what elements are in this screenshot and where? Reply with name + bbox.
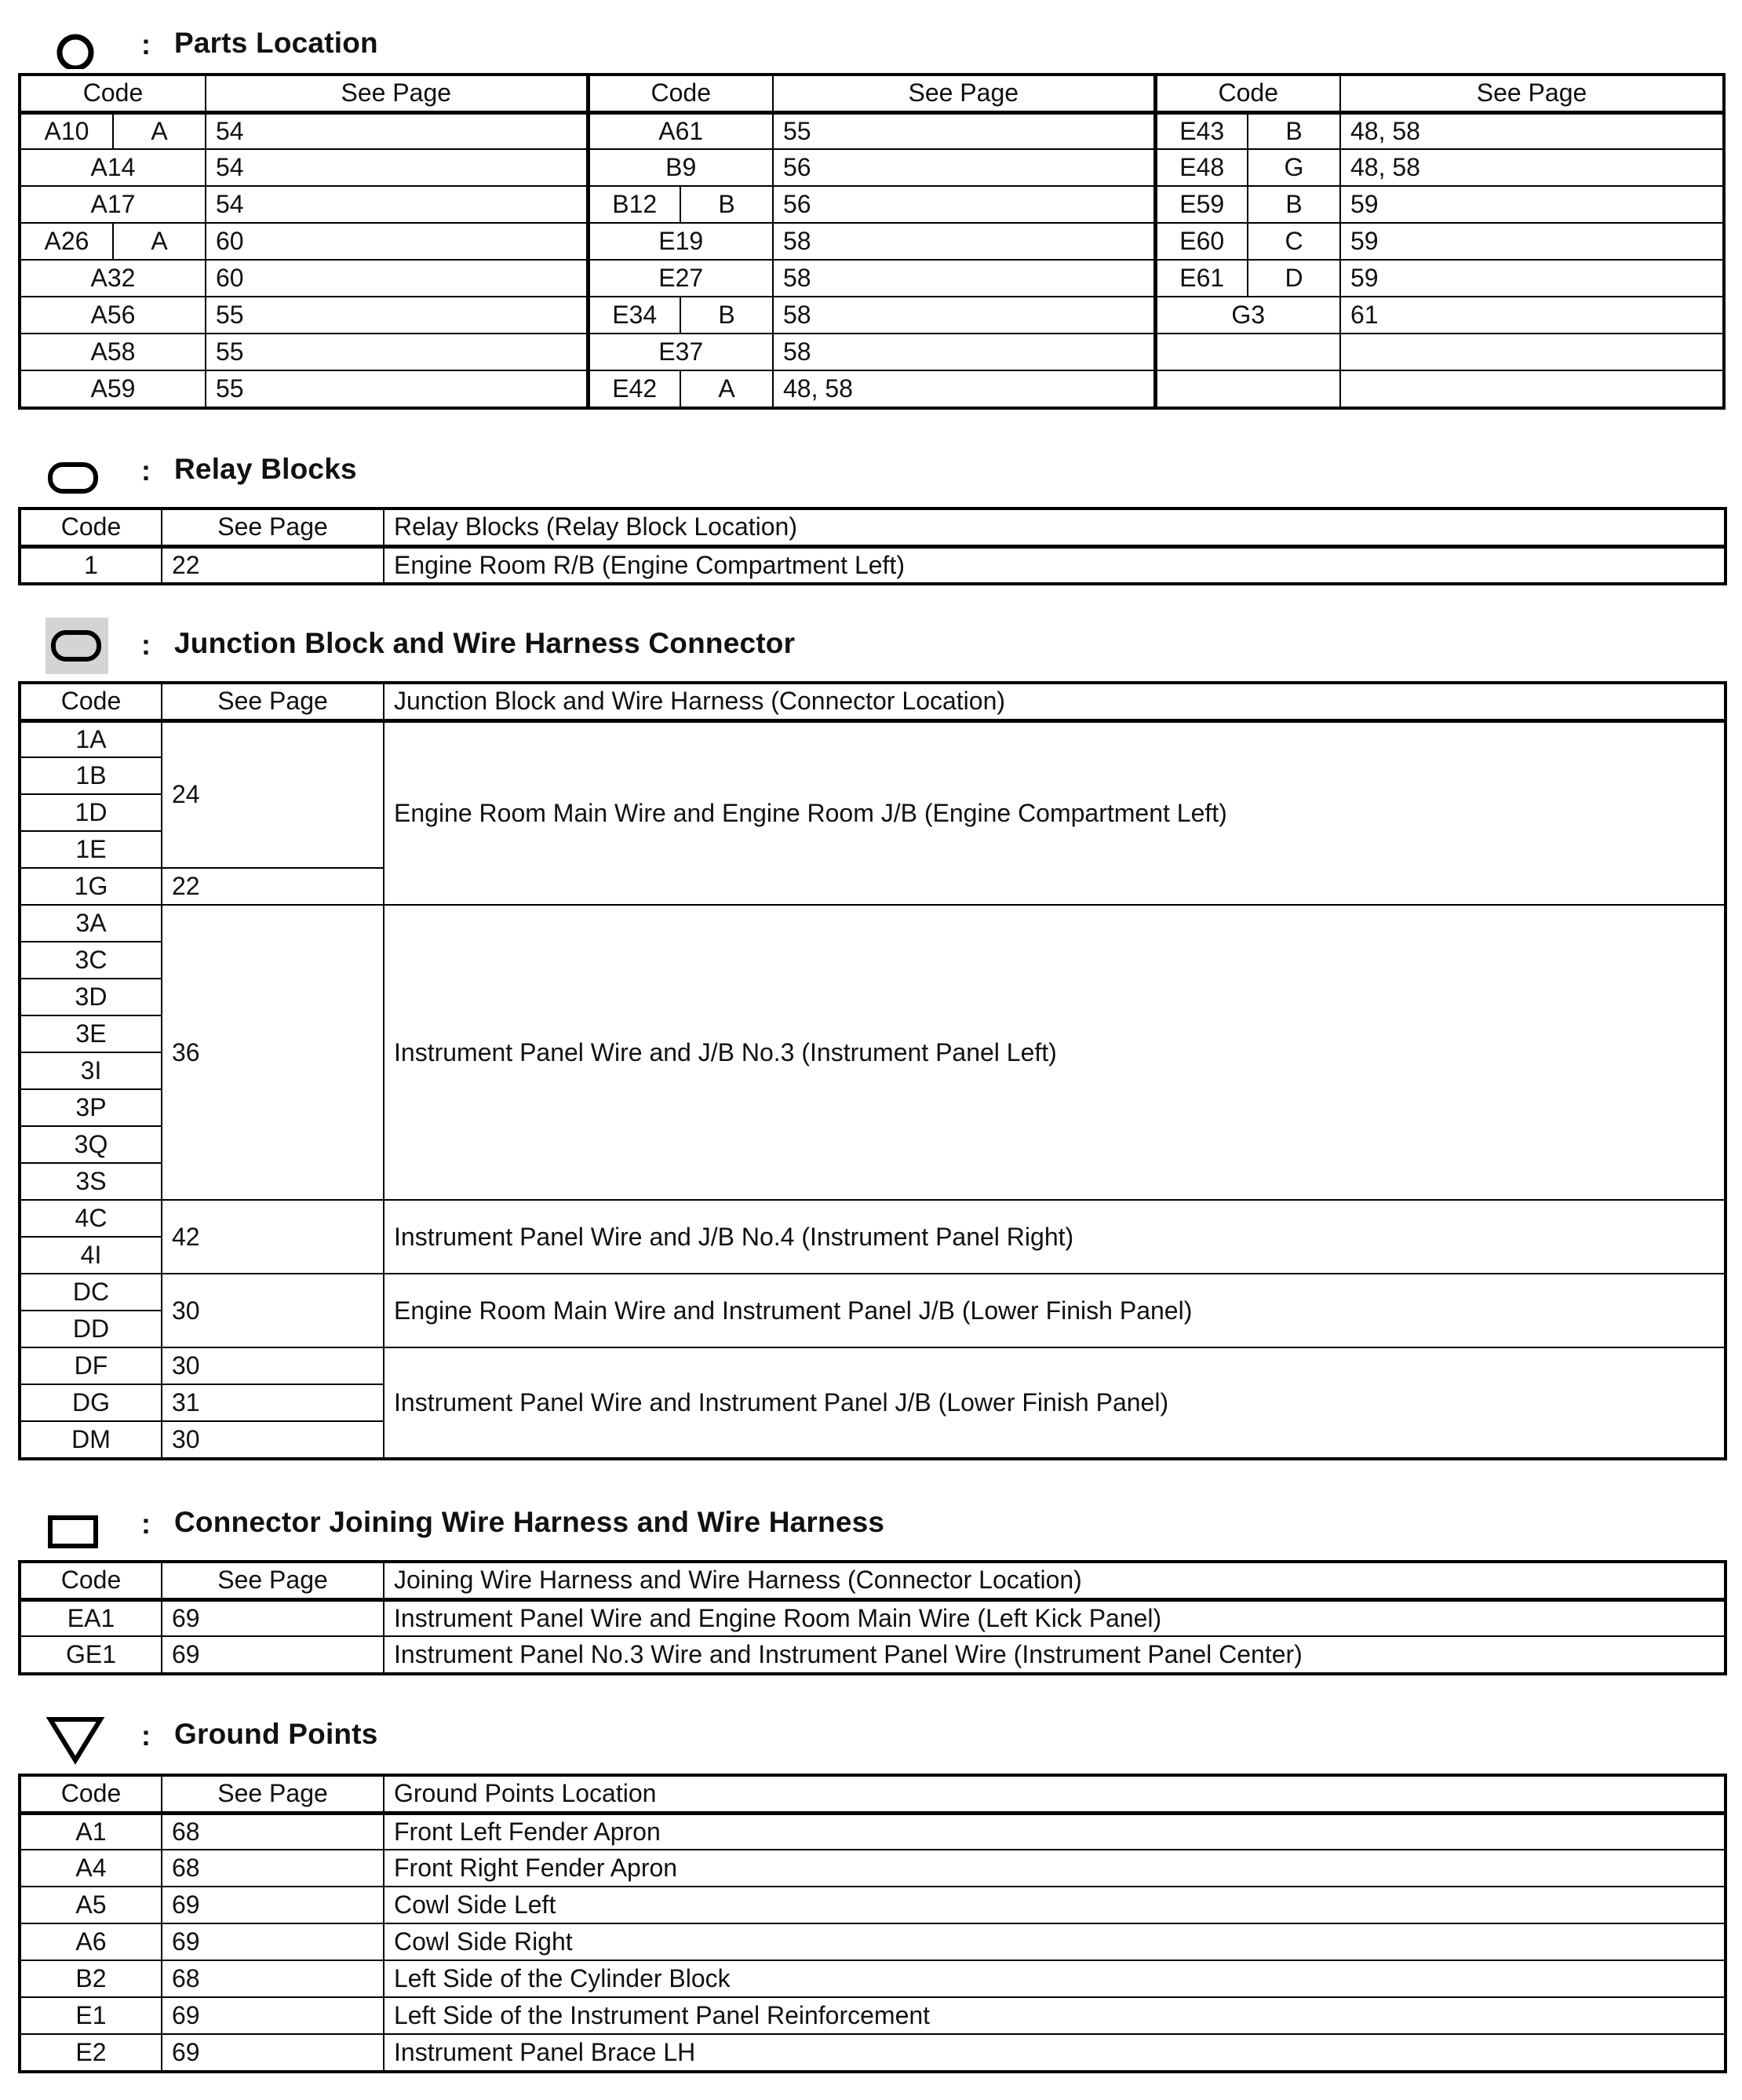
code-suffix-cell: B: [680, 186, 773, 223]
code-header: Code: [20, 684, 162, 720]
description-cell: Instrument Panel Brace LH: [384, 2034, 1725, 2071]
see-page-cell: 68: [162, 1813, 384, 1850]
see-page-cell: 58: [773, 297, 1155, 334]
table-header-row: [20, 1776, 1725, 1813]
table-row: [20, 546, 1725, 583]
see-page-cell: 42: [162, 1200, 384, 1274]
description-cell: Instrument Panel Wire and J/B No.4 (Instrument Panel Right): [384, 1200, 1725, 1274]
code-cell: E59: [1155, 186, 1248, 223]
square-icon: [46, 1504, 108, 1548]
table-row: [20, 1347, 1725, 1384]
section-title: Ground Points: [174, 1718, 378, 1750]
parts-location-table: [20, 75, 1724, 408]
heading-colon: :: [141, 629, 151, 661]
see-page-cell: 55: [206, 297, 588, 334]
code-cell: A59: [20, 370, 206, 407]
code-cell: GE1: [20, 1636, 162, 1673]
code-suffix-cell: A: [113, 223, 206, 260]
see-page-cell: 22: [162, 868, 384, 905]
see-page-cell: 59: [1340, 223, 1723, 260]
see-page-cell: 48, 58: [1340, 149, 1723, 186]
code-cell: E34: [588, 297, 680, 334]
code-cell: E42: [588, 370, 680, 407]
see-page-cell: 69: [162, 1599, 384, 1636]
code-cell: E19: [588, 223, 773, 260]
description-cell: Engine Room Main Wire and Instrument Panel J/B (Lower Finish Panel): [384, 1274, 1725, 1347]
code-cell: 3D: [20, 979, 162, 1015]
see-page-cell: 31: [162, 1384, 384, 1421]
see-page-header: See Page: [206, 75, 588, 112]
code-cell: A14: [20, 149, 206, 186]
code-cell: A26: [20, 223, 113, 260]
description-cell: Front Left Fender Apron: [384, 1813, 1725, 1850]
see-page-cell: 60: [206, 260, 588, 297]
table-row: [20, 186, 1723, 223]
table-row: [20, 1813, 1725, 1850]
description-header: Relay Blocks (Relay Block Location): [384, 509, 1725, 546]
see-page-cell: 55: [773, 112, 1155, 149]
heading-colon: :: [141, 1508, 151, 1540]
see-page-cell: 58: [773, 223, 1155, 260]
junction-block-table: [20, 683, 1726, 1459]
parts-location-heading: [0, 17, 1726, 72]
code-cell: 3S: [20, 1163, 162, 1200]
see-page-cell: 68: [162, 1960, 384, 1997]
table-row: [20, 260, 1723, 297]
code-cell: A17: [20, 186, 206, 223]
see-page-cell: [1340, 370, 1723, 407]
table-header-row: [20, 1562, 1725, 1599]
code-header: Code: [20, 1776, 162, 1813]
connector-joining-heading: [0, 1497, 1726, 1551]
heading-colon: :: [141, 28, 151, 60]
code-suffix-cell: B: [680, 297, 773, 334]
code-cell: A5: [20, 1887, 162, 1923]
code-cell: 1B: [20, 757, 162, 794]
see-page-header: See Page: [1340, 75, 1723, 112]
circle-icon: [46, 25, 108, 69]
see-page-cell: 30: [162, 1274, 384, 1347]
see-page-cell: 59: [1340, 260, 1723, 297]
table-header-row: [20, 509, 1725, 546]
table-row: [20, 370, 1723, 407]
code-cell: G3: [1155, 297, 1340, 334]
code-suffix-cell: G: [1248, 149, 1340, 186]
see-page-cell: 58: [773, 334, 1155, 370]
code-cell: EA1: [20, 1599, 162, 1636]
code-cell: 3C: [20, 942, 162, 979]
code-cell: 3P: [20, 1089, 162, 1126]
see-page-cell: 58: [773, 260, 1155, 297]
heading-colon: :: [141, 1719, 151, 1752]
code-cell: 3Q: [20, 1126, 162, 1163]
code-suffix-cell: B: [1248, 112, 1340, 149]
see-page-header: See Page: [773, 75, 1155, 112]
section-title: Junction Block and Wire Harness Connector: [174, 627, 796, 659]
code-cell: E1: [20, 1997, 162, 2034]
table-row: [20, 2034, 1725, 2071]
description-cell: Front Right Fender Apron: [384, 1850, 1725, 1887]
table-row: [20, 1850, 1725, 1887]
code-suffix-cell: A: [680, 370, 773, 407]
see-page-cell: 55: [206, 334, 588, 370]
code-cell: DF: [20, 1347, 162, 1384]
table-row: [20, 720, 1725, 757]
see-page-cell: [1340, 334, 1723, 370]
code-header: Code: [1155, 75, 1340, 112]
connector-joining-table: [20, 1562, 1726, 1674]
description-header: Joining Wire Harness and Wire Harness (Connector Location): [384, 1562, 1725, 1599]
code-cell: 1D: [20, 794, 162, 831]
code-cell: [1155, 334, 1340, 370]
code-header: Code: [588, 75, 773, 112]
code-header: Code: [20, 75, 206, 112]
see-page-cell: 69: [162, 1636, 384, 1673]
see-page-cell: 61: [1340, 297, 1723, 334]
code-cell: 4C: [20, 1200, 162, 1237]
code-cell: 3A: [20, 905, 162, 942]
see-page-cell: 30: [162, 1347, 384, 1384]
table-row: [20, 149, 1723, 186]
see-page-cell: 69: [162, 1997, 384, 2034]
code-cell: DC: [20, 1274, 162, 1311]
see-page-cell: 54: [206, 149, 588, 186]
see-page-cell: 48, 58: [773, 370, 1155, 407]
see-page-cell: 30: [162, 1421, 384, 1458]
see-page-cell: 36: [162, 905, 384, 1200]
table-row: [20, 1200, 1725, 1237]
code-cell: E27: [588, 260, 773, 297]
see-page-header: See Page: [162, 509, 384, 546]
section-title: Connector Joining Wire Harness and Wire Harness: [174, 1506, 885, 1538]
table-row: [20, 1599, 1725, 1636]
code-cell: 1E: [20, 831, 162, 868]
rounded-rect-icon: [46, 451, 108, 495]
code-cell: E37: [588, 334, 773, 370]
code-cell: 1A: [20, 720, 162, 757]
table-row: [20, 1274, 1725, 1311]
section-title: Relay Blocks: [174, 453, 357, 485]
see-page-cell: 24: [162, 720, 384, 868]
table-row: [20, 905, 1725, 942]
see-page-cell: 68: [162, 1850, 384, 1887]
code-cell: A4: [20, 1850, 162, 1887]
code-cell: A10: [20, 112, 113, 149]
relay-blocks-heading: [0, 443, 1726, 498]
see-page-cell: 22: [162, 546, 384, 583]
description-cell: Left Side of the Cylinder Block: [384, 1960, 1725, 1997]
see-page-header: See Page: [162, 684, 384, 720]
description-header: Ground Points Location: [384, 1776, 1725, 1813]
code-cell: 1: [20, 546, 162, 583]
description-cell: Engine Room Main Wire and Engine Room J/B (Engine Compartment Left): [384, 720, 1725, 905]
see-page-cell: 59: [1340, 186, 1723, 223]
code-suffix-cell: B: [1248, 186, 1340, 223]
code-cell: A1: [20, 1813, 162, 1850]
table-row: [20, 297, 1723, 334]
see-page-cell: 56: [773, 149, 1155, 186]
code-cell: DM: [20, 1421, 162, 1458]
table-row: [20, 1923, 1725, 1960]
code-cell: E48: [1155, 149, 1248, 186]
table-row: [20, 1960, 1725, 1997]
table-row: [20, 334, 1723, 370]
description-header: Junction Block and Wire Harness (Connector Location): [384, 684, 1725, 720]
description-cell: Instrument Panel Wire and J/B No.3 (Instrument Panel Left): [384, 905, 1725, 1200]
ground-points-heading: [0, 1708, 1726, 1763]
code-cell: A32: [20, 260, 206, 297]
code-cell: A58: [20, 334, 206, 370]
ground-points-table: [20, 1775, 1726, 2072]
code-header: Code: [20, 509, 162, 546]
code-cell: B12: [588, 186, 680, 223]
see-page-cell: 69: [162, 1887, 384, 1923]
code-cell: E61: [1155, 260, 1248, 297]
see-page-cell: 55: [206, 370, 588, 407]
code-cell: 3E: [20, 1015, 162, 1052]
code-cell: 3I: [20, 1052, 162, 1089]
relay-blocks-table: [20, 509, 1726, 584]
code-cell: B2: [20, 1960, 162, 1997]
description-cell: Cowl Side Left: [384, 1887, 1725, 1923]
heading-colon: :: [141, 454, 151, 487]
description-cell: Engine Room R/B (Engine Compartment Left): [384, 546, 1725, 583]
code-cell: E60: [1155, 223, 1248, 260]
table-header-row: [20, 75, 1723, 112]
code-cell: [1155, 370, 1340, 407]
table-row: [20, 223, 1723, 260]
table-header-row: [20, 684, 1725, 720]
description-cell: Instrument Panel Wire and Engine Room Main Wire (Left Kick Panel): [384, 1599, 1725, 1636]
table-row: [20, 1887, 1725, 1923]
table-row: [20, 112, 1723, 149]
code-suffix-cell: C: [1248, 223, 1340, 260]
code-cell: B9: [588, 149, 773, 186]
code-cell: 4I: [20, 1237, 162, 1274]
table-row: [20, 1997, 1725, 2034]
code-cell: E2: [20, 2034, 162, 2071]
see-page-cell: 60: [206, 223, 588, 260]
see-page-cell: 54: [206, 186, 588, 223]
see-page-header: See Page: [162, 1776, 384, 1813]
see-page-cell: 54: [206, 112, 588, 149]
code-cell: 1G: [20, 868, 162, 905]
see-page-cell: 69: [162, 2034, 384, 2071]
description-cell: Instrument Panel Wire and Instrument Panel J/B (Lower Finish Panel): [384, 1347, 1725, 1458]
see-page-cell: 69: [162, 1923, 384, 1960]
see-page-cell: 56: [773, 186, 1155, 223]
description-cell: Cowl Side Right: [384, 1923, 1725, 1960]
code-cell: E43: [1155, 112, 1248, 149]
description-cell: Instrument Panel No.3 Wire and Instrument Panel Wire (Instrument Panel Center): [384, 1636, 1725, 1673]
code-header: Code: [20, 1562, 162, 1599]
triangle-down-icon: [46, 1715, 108, 1765]
description-cell: Left Side of the Instrument Panel Reinforcement: [384, 1997, 1725, 2034]
see-page-cell: 48, 58: [1340, 112, 1723, 149]
code-suffix-cell: A: [113, 112, 206, 149]
code-cell: A56: [20, 297, 206, 334]
code-cell: DD: [20, 1311, 162, 1347]
code-cell: A61: [588, 112, 773, 149]
code-cell: A6: [20, 1923, 162, 1960]
see-page-header: See Page: [162, 1562, 384, 1599]
code-cell: DG: [20, 1384, 162, 1421]
junction-block-heading: [0, 618, 1726, 673]
table-row: [20, 1636, 1725, 1673]
code-suffix-cell: D: [1248, 260, 1340, 297]
shaded-rounded-rect-icon: [46, 618, 108, 674]
section-title: Parts Location: [174, 27, 378, 59]
